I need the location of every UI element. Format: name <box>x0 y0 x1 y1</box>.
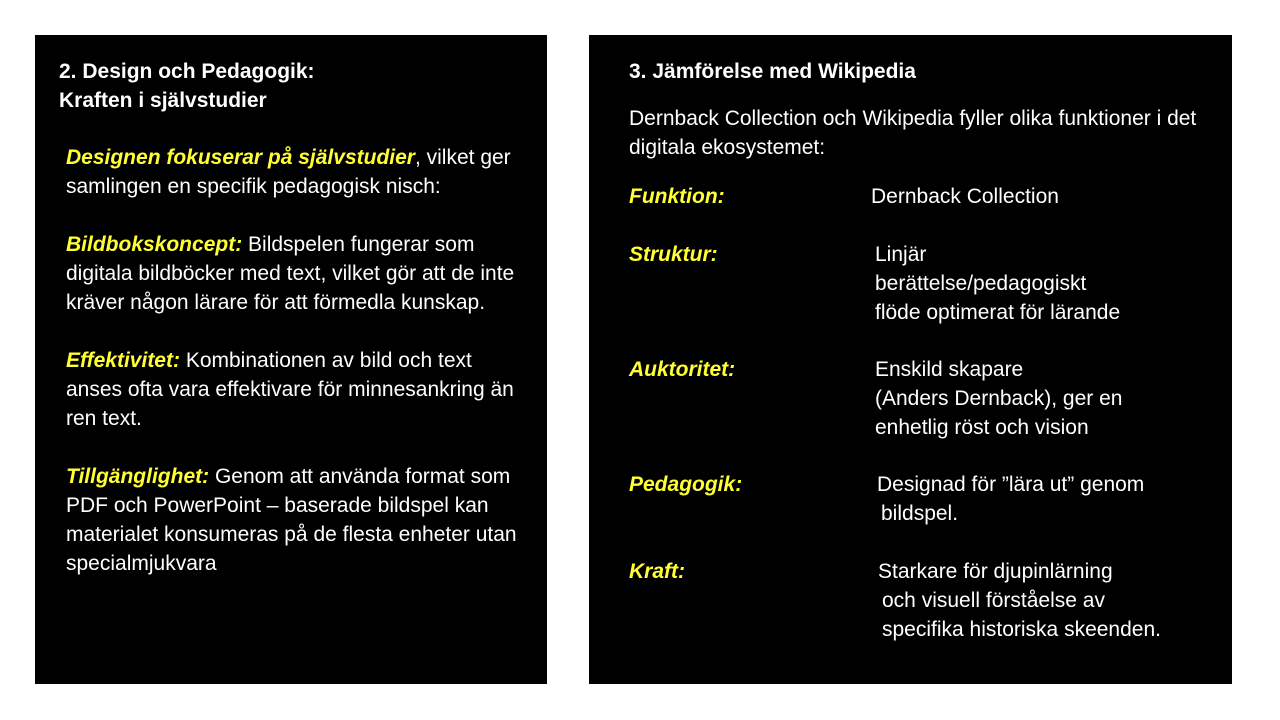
bildbokskoncept-text: Bildspelen fungerar som digitala bildböcker med text, vilket gör att de inte kräver någon lärare för att förmedla kunskap. <box>66 233 515 314</box>
row-value-line: specifika historiska skeenden. <box>882 618 1161 641</box>
left-panel-title <box>59 57 315 115</box>
effektivitet-text: Kombinationen av bild och text anses ofta vara effektivare för minnesankring än ren text. <box>66 349 514 430</box>
left-title-line-1: 2. Design och Pedagogik: <box>59 60 315 83</box>
intro-text: , vilket ger samlingen en specifik pedagogisk nisch: <box>66 146 511 198</box>
row-value-line: Starkare för djupinlärning <box>878 560 1113 583</box>
tillganglighet-text: Genom att använda format som PDF och PowerPoint – baserade bildspel kan materialet konsumeras på de flesta enheter utan specialmjukvara <box>66 465 517 575</box>
left-panel-body <box>66 143 526 607</box>
row-value-line: och visuell förståelse av <box>882 589 1105 612</box>
row-label-funktion: Funktion: <box>629 185 725 208</box>
row-value-line: Enskild skapare <box>875 358 1024 381</box>
left-title-line-2: Kraften i självstudier <box>59 89 267 112</box>
tillganglighet-paragraph <box>66 462 526 578</box>
row-value-kraft <box>878 557 1161 644</box>
effektivitet-paragraph <box>66 346 526 433</box>
row-value-line: flöde optimerat för lärande <box>875 301 1121 324</box>
row-label-kraft: Kraft: <box>629 560 685 583</box>
row-value-struktur <box>875 240 1120 327</box>
row-value-line: bildspel. <box>881 502 959 525</box>
row-value-line: Linjär <box>875 243 927 266</box>
intro-highlight: Designen fokuserar på självstudier <box>66 146 415 169</box>
bildbokskoncept-paragraph <box>66 230 526 317</box>
row-label-auktoritet: Auktoritet: <box>629 358 736 381</box>
tillganglighet-label: Tillgänglighet: <box>66 465 210 488</box>
effektivitet-label: Effektivitet: <box>66 349 180 372</box>
row-label-pedagogik: Pedagogik: <box>629 473 743 496</box>
right-intro-paragraph: Dernback Collection och Wikipedia fyller olika funktioner i det digitala ekosystemet: <box>629 107 1197 159</box>
row-value-auktoritet <box>875 355 1122 442</box>
bildbokskoncept-label: Bildbokskoncept: <box>66 233 243 256</box>
wikipedia-comparison-panel <box>589 35 1232 684</box>
row-value-line: enhetlig röst och vision <box>875 416 1089 439</box>
row-value-line: (Anders Dernback), ger en <box>875 387 1123 410</box>
left-intro-paragraph <box>66 143 526 201</box>
row-value-funktion <box>871 182 1059 211</box>
row-label-struktur: Struktur: <box>629 243 718 266</box>
right-panel-title: 3. Jämförelse med Wikipedia <box>629 60 916 83</box>
row-value-line: berättelse/pedagogiskt <box>875 272 1087 295</box>
row-value-pedagogik <box>877 470 1144 528</box>
design-pedagogik-panel <box>35 35 547 684</box>
row-value-line: Designad för ”lära ut” genom <box>877 473 1145 496</box>
row-value-line: Dernback Collection <box>871 185 1059 208</box>
